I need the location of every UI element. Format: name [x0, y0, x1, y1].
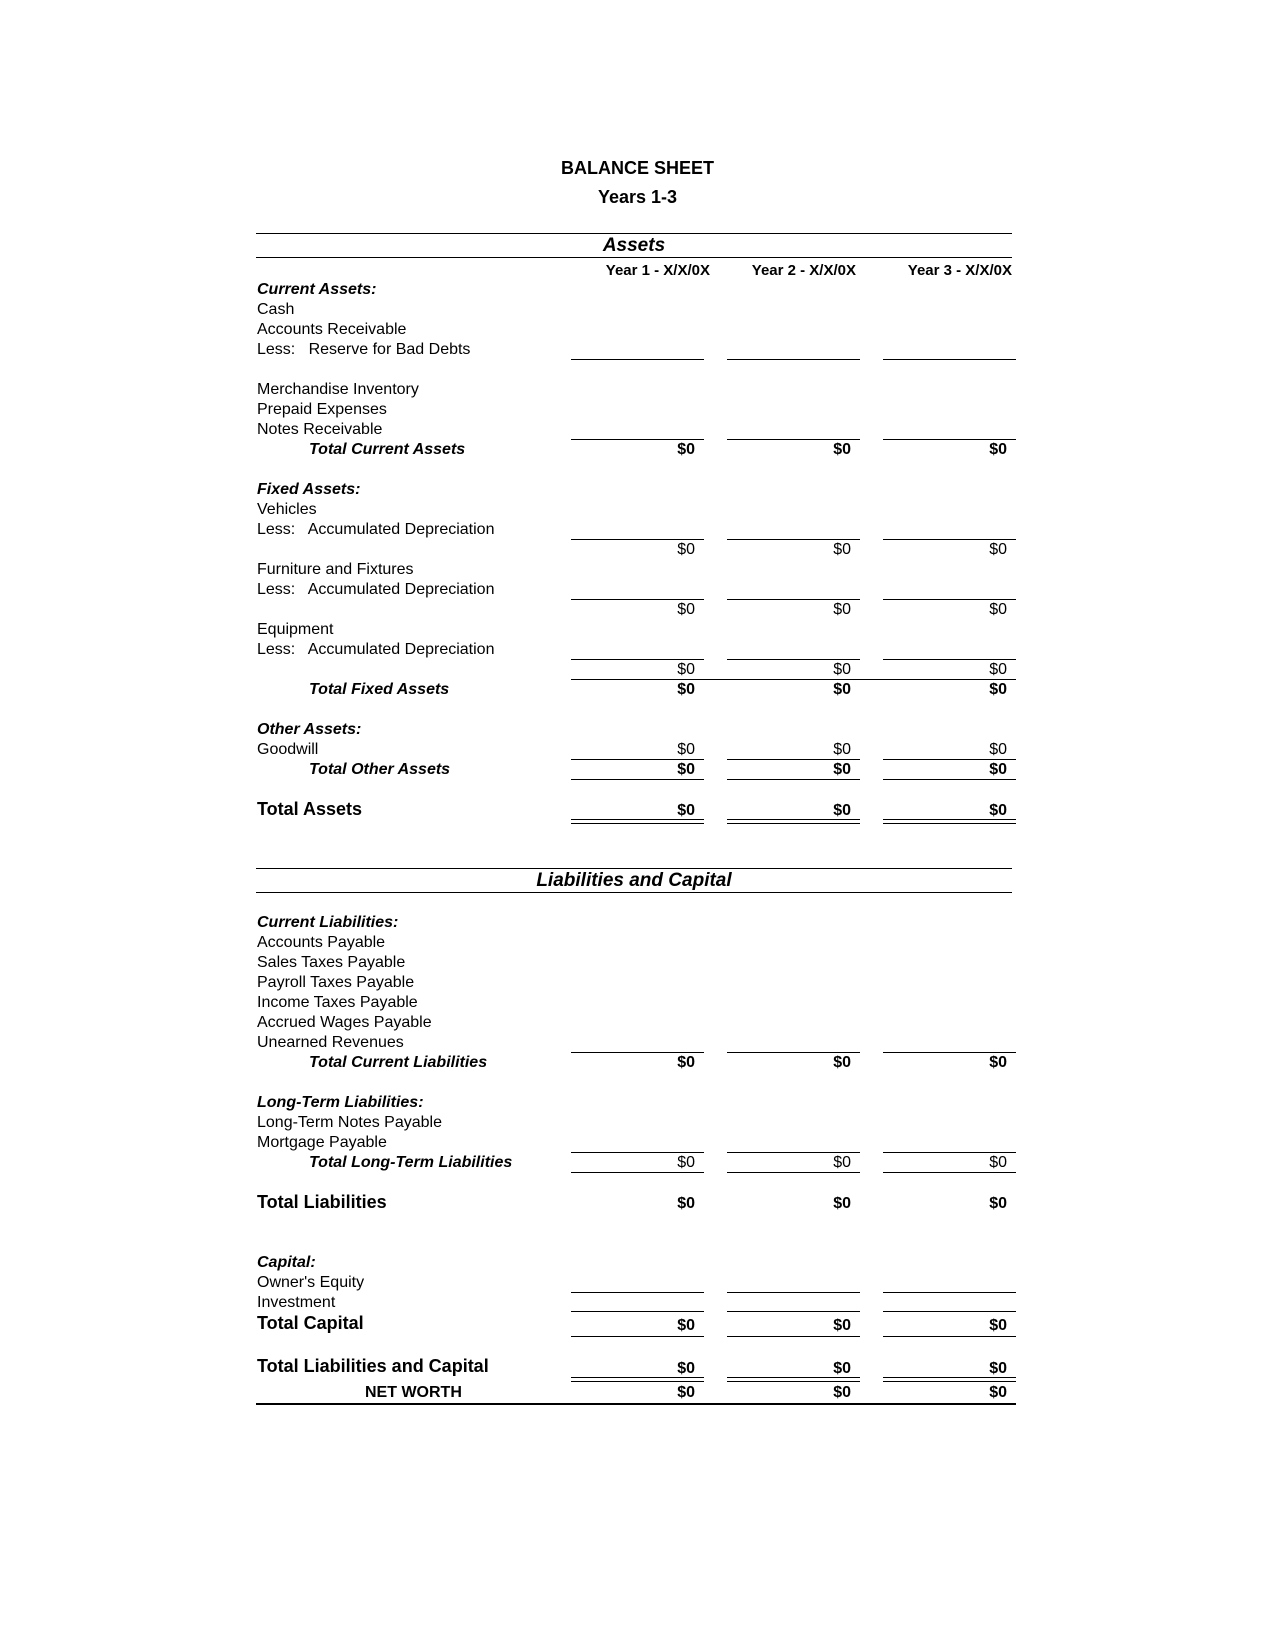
line-item-label: Investment: [257, 1294, 336, 1311]
equipment-net-year-3: $0: [989, 661, 1007, 678]
equipment-net-year-2: $0: [833, 661, 851, 678]
total-assets-year-2: $0: [833, 802, 851, 819]
column-rule: [883, 1172, 1016, 1173]
liabilities-bottom-rule: [256, 892, 1012, 893]
furniture-net-year-2: $0: [833, 601, 851, 618]
long-term-liabilities-heading: Long-Term Liabilities:: [257, 1094, 424, 1111]
total-other-assets-year-2: $0: [833, 761, 851, 778]
total-other-assets-year-1: $0: [677, 761, 695, 778]
total-assets-year-1: $0: [677, 802, 695, 819]
column-rule: [727, 1292, 860, 1293]
line-item-label: Less: Accumulated Depreciation: [257, 581, 495, 598]
net-worth-year-3: $0: [989, 1384, 1007, 1401]
line-item-label: Less: Accumulated Depreciation: [257, 521, 495, 538]
line-item-label: Mortgage Payable: [257, 1134, 387, 1151]
total-current-assets-year-2: $0: [833, 441, 851, 458]
total-current-assets-year-3: $0: [989, 441, 1007, 458]
column-rule: [571, 1336, 704, 1337]
total-other-assets-label: Total Other Assets: [309, 761, 451, 778]
line-item-label: Accounts Payable: [257, 934, 386, 951]
total-liabilities-year-2: $0: [833, 1195, 851, 1212]
column-rule: [883, 1292, 1016, 1293]
line-item-label: Merchandise Inventory: [257, 381, 419, 398]
column-header-year-1: Year 1 - X/X/0X: [605, 262, 710, 279]
other-assets-heading: Other Assets:: [257, 721, 362, 738]
column-rule: [727, 1336, 860, 1337]
line-item-label: Prepaid Expenses: [257, 401, 387, 418]
total-liabilities-capital-year-3: $0: [989, 1360, 1007, 1377]
total-liabilities-capital-label: Total Liabilities and Capital: [257, 1356, 489, 1376]
line-item-label: Cash: [257, 301, 295, 318]
column-rule: [883, 1336, 1016, 1337]
line-item-label: Accounts Receivable: [257, 321, 407, 338]
total-capital-label: Total Capital: [257, 1313, 364, 1333]
column-rule: [571, 779, 704, 780]
column-rule: [883, 779, 1016, 780]
line-item-label: Accrued Wages Payable: [257, 1014, 432, 1031]
vehicles-net-year-1: $0: [677, 541, 695, 558]
line-item-label: Equipment: [257, 621, 334, 638]
double-rule: [883, 1377, 1016, 1382]
column-rule: [727, 359, 860, 360]
line-item-label: Vehicles: [257, 501, 317, 518]
capital-heading: Capital:: [257, 1254, 316, 1271]
net-worth-year-1: $0: [677, 1384, 695, 1401]
page-title: BALANCE SHEET: [560, 158, 714, 178]
line-item-label: Furniture and Fixtures: [257, 561, 414, 578]
column-rule: [571, 1311, 704, 1312]
line-item-label: Less: Accumulated Depreciation: [257, 641, 495, 658]
column-rule: [571, 1292, 704, 1293]
total-liabilities-year-1: $0: [677, 1195, 695, 1212]
total-liabilities-year-3: $0: [989, 1195, 1007, 1212]
total-capital-year-3: $0: [989, 1317, 1007, 1334]
total-liabilities-capital-year-1: $0: [677, 1360, 695, 1377]
total-liabilities-label: Total Liabilities: [257, 1192, 387, 1212]
line-item-label: Unearned Revenues: [257, 1034, 404, 1051]
line-item-label: Long-Term Notes Payable: [257, 1114, 442, 1131]
total-assets-year-3: $0: [989, 802, 1007, 819]
column-rule: [727, 1311, 860, 1312]
assets-top-rule: [256, 233, 1012, 234]
column-rule: [571, 1172, 704, 1173]
double-rule: [571, 819, 704, 824]
total-long-term-liabilities-year-3: $0: [989, 1154, 1007, 1171]
total-long-term-liabilities-year-2: $0: [833, 1154, 851, 1171]
net-worth-year-2: $0: [833, 1384, 851, 1401]
total-long-term-liabilities-year-1: $0: [677, 1154, 695, 1171]
fixed-assets-heading: Fixed Assets:: [257, 481, 361, 498]
goodwill-year-1: $0: [677, 741, 695, 758]
total-capital-year-2: $0: [833, 1317, 851, 1334]
double-rule: [727, 819, 860, 824]
total-current-liabilities-label: Total Current Liabilities: [309, 1054, 488, 1071]
total-other-assets-year-3: $0: [989, 761, 1007, 778]
total-assets-label: Total Assets: [257, 799, 363, 819]
total-capital-year-1: $0: [677, 1317, 695, 1334]
total-fixed-assets-year-2: $0: [833, 681, 851, 698]
column-rule: [727, 779, 860, 780]
total-liabilities-capital-year-2: $0: [833, 1360, 851, 1377]
vehicles-net-year-3: $0: [989, 541, 1007, 558]
vehicles-net-year-2: $0: [833, 541, 851, 558]
column-rule: [883, 1311, 1016, 1312]
double-rule: [571, 1377, 704, 1382]
net-worth-label: NET WORTH: [365, 1384, 462, 1401]
line-item-label: Owner's Equity: [257, 1274, 365, 1291]
assets-bottom-rule: [256, 257, 1012, 258]
total-fixed-assets-year-3: $0: [989, 681, 1007, 698]
line-item-label: Goodwill: [257, 741, 319, 758]
goodwill-year-3: $0: [989, 741, 1007, 758]
goodwill-year-2: $0: [833, 741, 851, 758]
liabilities-top-rule: [256, 868, 1012, 869]
double-rule: [883, 819, 1016, 824]
line-item-label: Payroll Taxes Payable: [257, 974, 415, 991]
bottom-rule: [256, 1403, 1016, 1405]
furniture-net-year-1: $0: [677, 601, 695, 618]
equipment-net-year-1: $0: [677, 661, 695, 678]
current-liabilities-heading: Current Liabilities:: [257, 914, 399, 931]
assets-heading: Assets: [602, 235, 666, 256]
column-header-year-3: Year 3 - X/X/0X: [907, 262, 1012, 279]
line-item-label: Less: Reserve for Bad Debts: [257, 341, 471, 358]
total-current-assets-label: Total Current Assets: [309, 441, 466, 458]
total-long-term-liabilities-label: Total Long-Term Liabilities: [309, 1154, 513, 1171]
liabilities-heading: Liabilities and Capital: [536, 870, 732, 891]
total-current-liabilities-year-3: $0: [989, 1054, 1007, 1071]
double-rule: [727, 1377, 860, 1382]
total-current-assets-year-1: $0: [677, 441, 695, 458]
column-header-year-2: Year 2 - X/X/0X: [751, 262, 856, 279]
line-item-label: Sales Taxes Payable: [257, 954, 406, 971]
line-item-label: Income Taxes Payable: [257, 994, 418, 1011]
total-fixed-assets-year-1: $0: [677, 681, 695, 698]
column-rule: [883, 359, 1016, 360]
furniture-net-year-3: $0: [989, 601, 1007, 618]
page-subtitle: Years 1-3: [597, 187, 678, 207]
column-rule: [571, 359, 704, 360]
line-item-label: Notes Receivable: [257, 421, 383, 438]
current-assets-heading: Current Assets:: [257, 281, 377, 298]
total-fixed-assets-label: Total Fixed Assets: [309, 681, 450, 698]
total-current-liabilities-year-2: $0: [833, 1054, 851, 1071]
total-current-liabilities-year-1: $0: [677, 1054, 695, 1071]
column-rule: [727, 1172, 860, 1173]
